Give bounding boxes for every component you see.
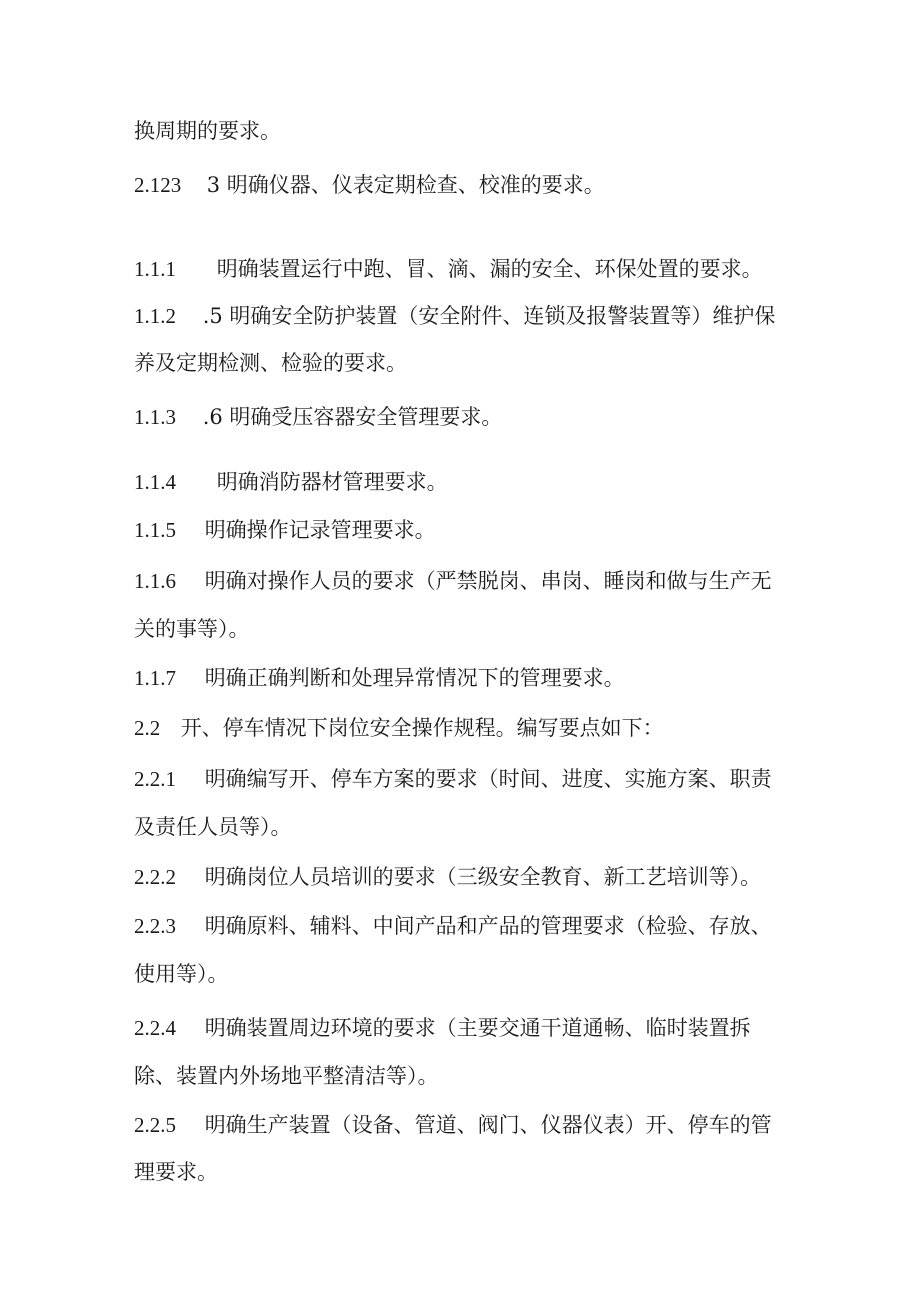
line-text: 明确对操作人员的要求（严禁脱岗、串岗、睡岗和做与生产无 (204, 569, 772, 593)
section-number: 1.1.3 (134, 405, 176, 429)
text-line (134, 254, 763, 284)
section-number: 1.1.2 (134, 304, 176, 328)
text-line (134, 348, 407, 378)
text-line (134, 1157, 218, 1187)
line-text: 及责任人员等）。 (134, 815, 292, 839)
text-line (134, 467, 448, 497)
text-line (134, 614, 250, 644)
line-text: 明确岗位人员培训的要求（三级安全教育、新工艺培训等）。 (204, 865, 762, 889)
line-text: .6 明确受压容器安全管理要求。 (202, 405, 503, 429)
text-line (134, 862, 761, 892)
text-line (134, 1061, 439, 1091)
text-line (134, 515, 436, 545)
section-number: 1.1.4 (134, 470, 176, 494)
line-text: 明确生产装置（设备、管道、阀门、仪器仪表）开、停车的管 (204, 1113, 772, 1137)
line-text: 明确操作记录管理要求。 (204, 518, 436, 542)
line-text: 3 明确仪器、仪表定期检查、校准的要求。 (206, 173, 605, 197)
section-number: 2.123 (134, 173, 182, 197)
text-line (134, 713, 664, 743)
text-line (134, 402, 502, 432)
line-text: 换周期的要求。 (134, 119, 281, 143)
section-number: 2.2.1 (134, 767, 176, 791)
section-number: 1.1.7 (134, 666, 176, 690)
section-number: 2.2.5 (134, 1113, 176, 1137)
line-text: 关的事等）。 (134, 617, 250, 641)
text-line (134, 1110, 772, 1140)
section-number: 2.2.4 (134, 1016, 176, 1040)
section-number: 1.1.6 (134, 569, 176, 593)
section-number: 1.1.1 (134, 257, 176, 281)
line-text: 明确装置周边环境的要求（主要交通干道通畅、临时装置拆 (204, 1016, 751, 1040)
section-number: 2.2 (134, 716, 161, 740)
line-text: 明确装置运行中跑、冒、滴、漏的安全、环保处置的要求。 (216, 257, 763, 281)
text-line (134, 812, 292, 842)
line-text: 明确编写开、停车方案的要求（时间、进度、实施方案、职责 (204, 767, 772, 791)
text-line (134, 170, 605, 200)
line-text: 明确消防器材管理要求。 (216, 470, 448, 494)
section-number: 2.2.3 (134, 914, 176, 938)
line-text: 明确原料、辅料、中间产品和产品的管理要求（检验、存放、 (204, 914, 772, 938)
section-number: 2.2.2 (134, 865, 176, 889)
line-text: 养及定期检测、检验的要求。 (134, 351, 407, 375)
text-line (134, 301, 775, 331)
line-text: 明确正确判断和处理异常情况下的管理要求。 (204, 666, 625, 690)
text-line (134, 663, 625, 693)
line-text: 理要求。 (134, 1160, 218, 1184)
text-line (134, 911, 772, 941)
line-text: 使用等）。 (134, 962, 229, 986)
section-number: 1.1.5 (134, 518, 176, 542)
text-line (134, 959, 229, 989)
text-line (134, 764, 772, 794)
text-line (134, 566, 772, 596)
text-line (134, 116, 281, 146)
line-text: .5 明确安全防护装置（安全附件、连锁及报警装置等）维护保 (202, 304, 776, 328)
text-line (134, 1013, 751, 1043)
line-text: 开、停车情况下岗位安全操作规程。编写要点如下： (180, 716, 664, 740)
line-text: 除、装置内外场地平整清洁等）。 (134, 1064, 439, 1088)
